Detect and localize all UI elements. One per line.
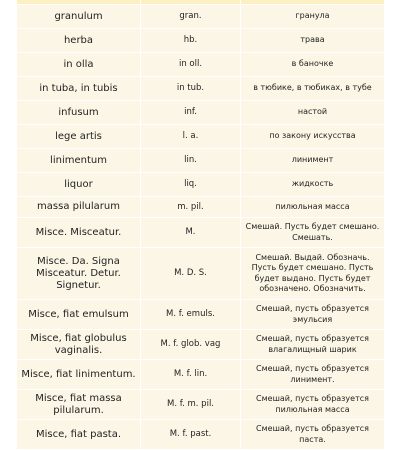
russian-cell: Смешай, пусть образуется линимент. <box>241 360 385 390</box>
russian-cell: пилюльная масса <box>241 197 385 218</box>
russian-cell: по закону искусства <box>241 125 385 149</box>
russian-cell: в баночке <box>241 53 385 77</box>
table-row <box>17 390 385 420</box>
table-row <box>17 5 385 29</box>
latin-abbreviations-table <box>16 0 385 450</box>
latin-cell: Misce, fiat linimentum. <box>17 360 141 390</box>
latin-cell: Misce, fiat massa pilularum. <box>17 390 141 420</box>
latin-cell: massa pilularum <box>17 197 141 218</box>
table-row <box>17 53 385 77</box>
abbreviation-cell: in tub. <box>141 77 241 101</box>
latin-cell: Misce, fiat globulus vaginalis. <box>17 330 141 360</box>
table-row <box>17 173 385 197</box>
russian-cell: Смешай, пусть образуется влагалищный шарик <box>241 330 385 360</box>
abbreviation-cell: inf. <box>141 101 241 125</box>
table-row <box>17 218 385 248</box>
russian-cell: настой <box>241 101 385 125</box>
russian-cell: трава <box>241 29 385 53</box>
latin-cell: in olla <box>17 53 141 77</box>
russian-cell: жидкость <box>241 173 385 197</box>
table-row <box>17 197 385 218</box>
russian-cell: Смешай, пусть образуется паста. <box>241 420 385 450</box>
abbreviation-cell: M. f. emuls. <box>141 300 241 330</box>
table-row <box>17 101 385 125</box>
table-row <box>17 420 385 450</box>
abbreviation-cell: l. a. <box>141 125 241 149</box>
table-row <box>17 360 385 390</box>
abbreviation-cell: M. D. S. <box>141 248 241 300</box>
table-row <box>17 125 385 149</box>
table-row <box>17 149 385 173</box>
abbreviation-cell: in oll. <box>141 53 241 77</box>
latin-cell: Misce, fiat emulsum <box>17 300 141 330</box>
latin-cell: Misce, fiat pasta. <box>17 420 141 450</box>
table-row <box>17 330 385 360</box>
table-row <box>17 77 385 101</box>
latin-cell: Misce. Da. Signa Misceatur. Detur. Signetur. <box>17 248 141 300</box>
abbreviation-cell: liq. <box>141 173 241 197</box>
russian-cell: Смешай, пусть образуется эмульсия <box>241 300 385 330</box>
table-row <box>17 248 385 300</box>
abbreviation-cell: gran. <box>141 5 241 29</box>
latin-cell: lege artis <box>17 125 141 149</box>
latin-cell: Misce. Misceatur. <box>17 218 141 248</box>
abbreviation-cell: m. pil. <box>141 197 241 218</box>
russian-cell: Смешай, пусть образуется пилюльная масса <box>241 390 385 420</box>
abbreviation-cell: M. f. past. <box>141 420 241 450</box>
abbreviation-cell: lin. <box>141 149 241 173</box>
abbreviation-cell: M. f. glob. vag <box>141 330 241 360</box>
abbreviation-cell: M. f. m. pil. <box>141 390 241 420</box>
russian-cell: Смешай. Выдай. Обозначь. Пусть будет смешано. Пусть будет выдано. Пусть будет обозначено. Обозначить. <box>241 248 385 300</box>
latin-cell: infusum <box>17 101 141 125</box>
latin-cell: granulum <box>17 5 141 29</box>
abbreviation-cell: M. f. lin. <box>141 360 241 390</box>
table-row <box>17 300 385 330</box>
latin-cell: herba <box>17 29 141 53</box>
abbreviation-cell: hb. <box>141 29 241 53</box>
russian-cell: в тюбике, в тюбиках, в тубе <box>241 77 385 101</box>
latin-cell: in tuba, in tubis <box>17 77 141 101</box>
russian-cell: линимент <box>241 149 385 173</box>
russian-cell: гранула <box>241 5 385 29</box>
latin-cell: liquor <box>17 173 141 197</box>
table-row <box>17 29 385 53</box>
russian-cell: Смешай. Пусть будет смешано. Смешать. <box>241 218 385 248</box>
latin-cell: linimentum <box>17 149 141 173</box>
abbreviation-cell: M. <box>141 218 241 248</box>
